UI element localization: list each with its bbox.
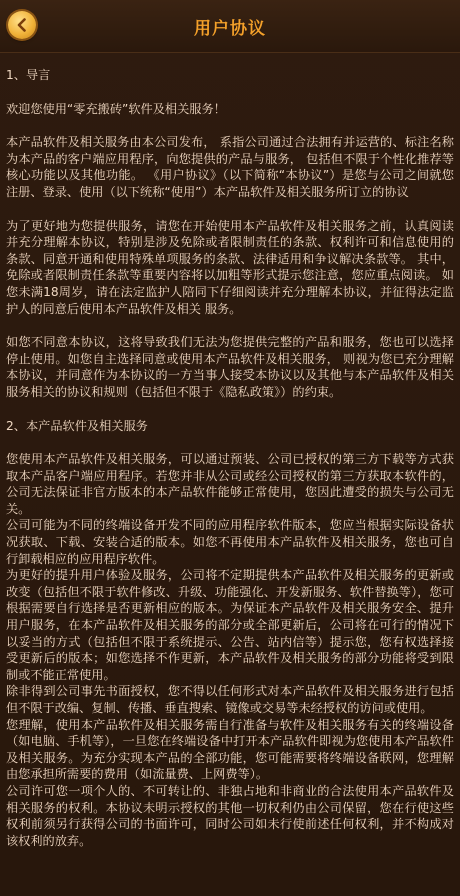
header-bar xyxy=(0,0,460,53)
section-heading-services: 2、本产品软件及相关服务 xyxy=(6,418,148,433)
paragraph-welcome: 欢迎您使用“零充搬砖”软件及相关服务！ xyxy=(6,101,226,116)
section-heading-intro: 1、导言 xyxy=(6,68,51,82)
chevron-left-icon xyxy=(15,18,29,32)
paragraph-updates: 为更好的提升用户体验及服务，公司将不定期提供本产品软件及相关服务的更新或改变（包括但不限于软件修改、升级、功能强化、开发新服务、软件替换等），您可根据需要自行选择是否更新相应的版本。为保证本产品软件及相关服务安全、提升用户服务，在本产品软件及相关服务的部分或全部更新后，公司将在可行的情况下以妥当的方式（包括但不限于系统提示、公告、站内信等）提示您，您有权选择接受更新后的版本；如您选择不作更新，本产品软件及相关服务的部分功能将受到限制或不能正常使用。 xyxy=(6,568,454,682)
paragraph-publisher: 本产品软件及相关服务由本公司发布， 系指公司通过合法拥有并运营的、标注名称为本产品的客户端应用程序，向您提供的产品与服务， 包括但不限于个性化推荐等核心功能以及其他功能。 《用户协议》（以下简称“本协议”）是您与公司之间就您注册、登录、使用（以下统称“使用”）本产品软件及相关服务所订立的协议 xyxy=(6,135,454,199)
paragraph-license: 公司许可您一项个人的、不可转让的、非独占地和非商业的合法使用本产品软件及相关服务的权利。本协议未明示授权的其他一切权利仍由公司保留，您在行使这些权利前须另行获得公司的书面许可，同时公司如未行使前述任何权利，并不构成对该权利的放弃。 xyxy=(6,783,454,848)
paragraph-versions: 公司可能为不同的终端设备开发不同的应用程序软件版本，您应当根据实际设备状况获取、下载、安装合适的版本。如您不再使用本产品软件及相关服务，您也可自行卸载相应的应用程序软件。 xyxy=(6,518,454,566)
paragraph-read-carefully: 为了更好地为您提供服务，请您在开始使用本产品软件及相关服务之前，认真阅读并充分理解本协议，特别是涉及免除或者限制责任的条款、权利许可和信息使用的条款、同意开通和使用特殊单项服务的条款、法律适用和争议解决条款等。 其中，免除或者限制责任条款等重要内容将以加粗等形式提示您注意，您应重点阅读。 如您未满18周岁，请在法定监护人陪同下仔细阅读并充分理解本协议，并征得法定监护人的同意后使用本产品软件及相关 服务。 xyxy=(6,218,454,316)
back-button[interactable] xyxy=(8,11,36,39)
paragraph-download: 您使用本产品软件及相关服务，可以通过预装、公司已授权的第三方下载等方式获取本产品客户端应用程序。若您并非从公司或经公司授权的第三方获取本软件的，公司无法保证非官方版本的本产品软件能够正常使用，您因此遭受的损失与公司无关。 xyxy=(6,452,454,516)
agreement-content[interactable] xyxy=(0,53,460,849)
paragraph-devices: 您理解，使用本产品软件及相关服务需自行准备与软件及相关服务有关的终端设备（如电脑、手机等），一旦您在终端设备中打开本产品软件即视为您使用本产品软件及相关服务。为充分实现本产品的全部功能，您可能需要将终端设备联网，您理解由您承担所需要的费用（如流量费、上网费等）。 xyxy=(6,717,454,782)
paragraph-authorization: 除非得到公司事先书面授权，您不得以任何形式对本产品软件及相关服务进行包括但不限于改编、复制、传播、垂直搜索、镜像或交易等未经授权的访问或使用。 xyxy=(6,684,454,715)
paragraph-disagree: 如您不同意本协议，这将导致我们无法为您提供完整的产品和服务，您也可以选择停止使用。如您自主选择同意或使用本产品软件及相关服务， 则视为您已充分理解本协议，并同意作为本协议的一方当事人接受本协议以及其他与本产品软件及相关服务相关的协议和规则（包括但不限于《隐私政策》）的约束。 xyxy=(6,335,454,399)
page-title: 用户协议 xyxy=(194,18,266,39)
